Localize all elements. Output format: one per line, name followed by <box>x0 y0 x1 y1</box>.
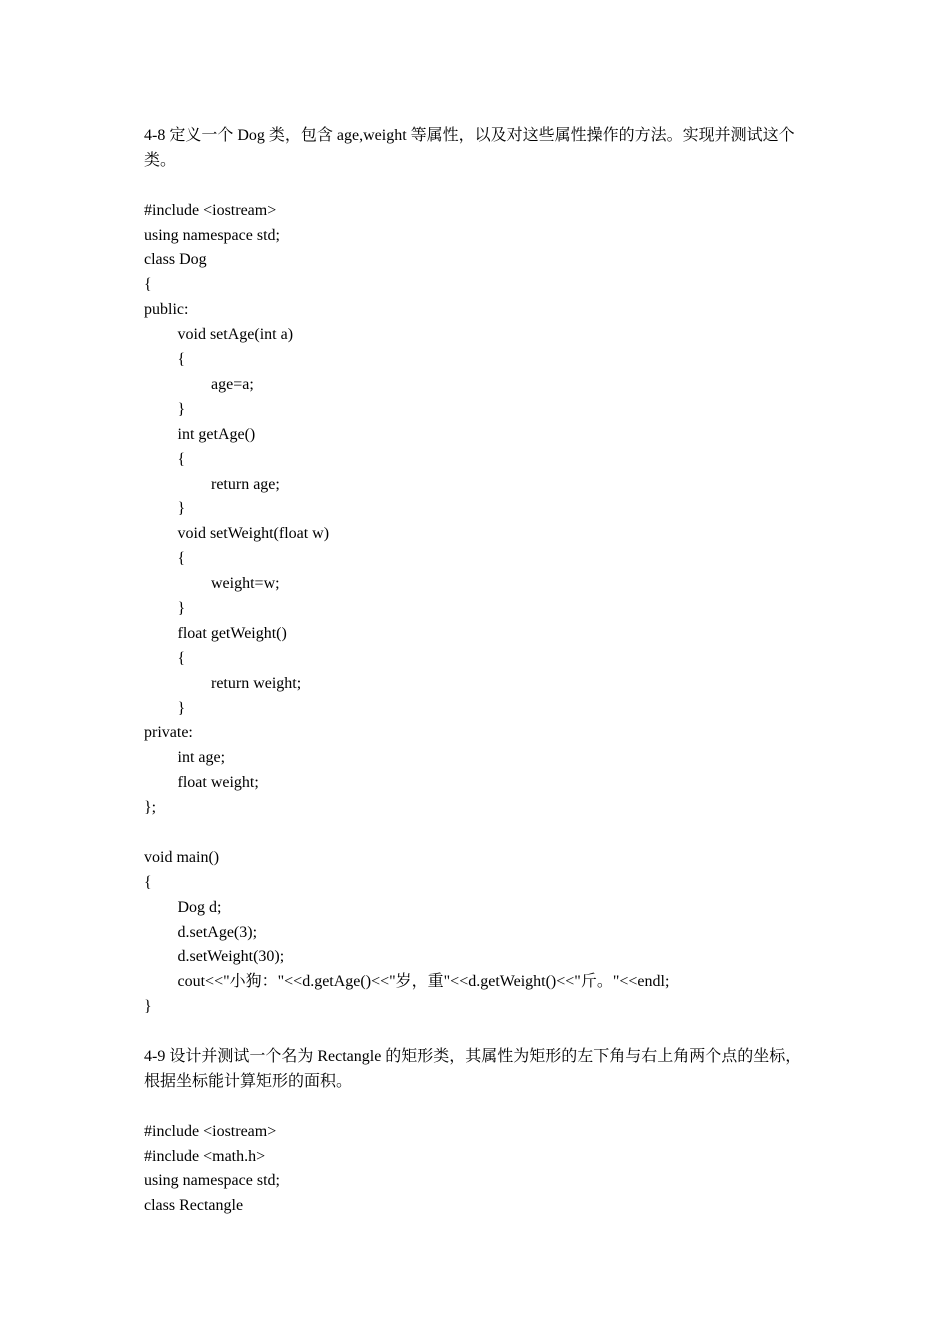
code-line: void setWeight(float w) <box>177 525 330 543</box>
code-line: int age; <box>177 749 226 767</box>
code-line: } <box>177 500 186 518</box>
section-heading: 4-8 定义一个 Dog 类，包含 age,weight 等属性，以及对这些属性操作的方法。实现并测试这个类。 <box>144 127 795 169</box>
code-line: float getWeight() <box>177 624 287 642</box>
code-line: { <box>177 649 186 667</box>
code-line: }; <box>144 799 157 817</box>
code-line: void main() <box>144 848 220 866</box>
code-line: class Dog <box>144 251 207 269</box>
code-line: class Rectangle <box>144 1197 244 1215</box>
code-line: using namespace std; <box>144 1172 280 1190</box>
blank-line <box>144 821 812 846</box>
code-line: void setAge(int a) <box>177 326 294 344</box>
code-line: weight=w; <box>211 575 280 593</box>
code-line: d.setAge(3); <box>177 923 258 941</box>
code-line: { <box>177 351 186 369</box>
code-line: #include <iostream> <box>144 201 277 219</box>
code-line: { <box>177 450 186 468</box>
code-line: } <box>177 599 186 617</box>
code-line: public: <box>144 301 189 319</box>
document-content <box>144 124 812 1219</box>
code-line: return weight; <box>211 674 302 692</box>
code-line: d.setWeight(30); <box>177 948 285 966</box>
code-line: private: <box>144 724 193 742</box>
code-line: } <box>177 400 186 418</box>
code-line: } <box>144 998 152 1016</box>
code-line: using namespace std; <box>144 226 280 244</box>
code-line: #include <iostream> <box>144 1122 277 1140</box>
blank-line <box>144 1020 812 1045</box>
section-heading: 4-9 设计并测试一个名为 Rectangle 的矩形类，其属性为矩形的左下角与右上角两个点的坐标，根据坐标能计算矩形的面积。 <box>144 1047 802 1090</box>
code-line: { <box>144 873 152 891</box>
blank-line <box>144 174 812 199</box>
code-line: float weight; <box>177 774 259 792</box>
code-line: cout<<"小狗："<<d.getAge()<<"岁，重"<<d.getWeight()<<"斤。"<<endl; <box>177 973 670 991</box>
code-block <box>144 199 812 1020</box>
code-line: } <box>177 699 186 717</box>
code-line: int getAge() <box>177 425 256 443</box>
code-line: return age; <box>211 475 280 493</box>
code-line: Dog d; <box>177 898 222 916</box>
code-line: #include <math.h> <box>144 1147 266 1165</box>
code-block <box>144 1120 812 1220</box>
blank-line <box>144 1095 812 1120</box>
code-line: { <box>144 276 152 294</box>
code-line: { <box>177 550 186 568</box>
code-line: age=a; <box>211 375 254 393</box>
